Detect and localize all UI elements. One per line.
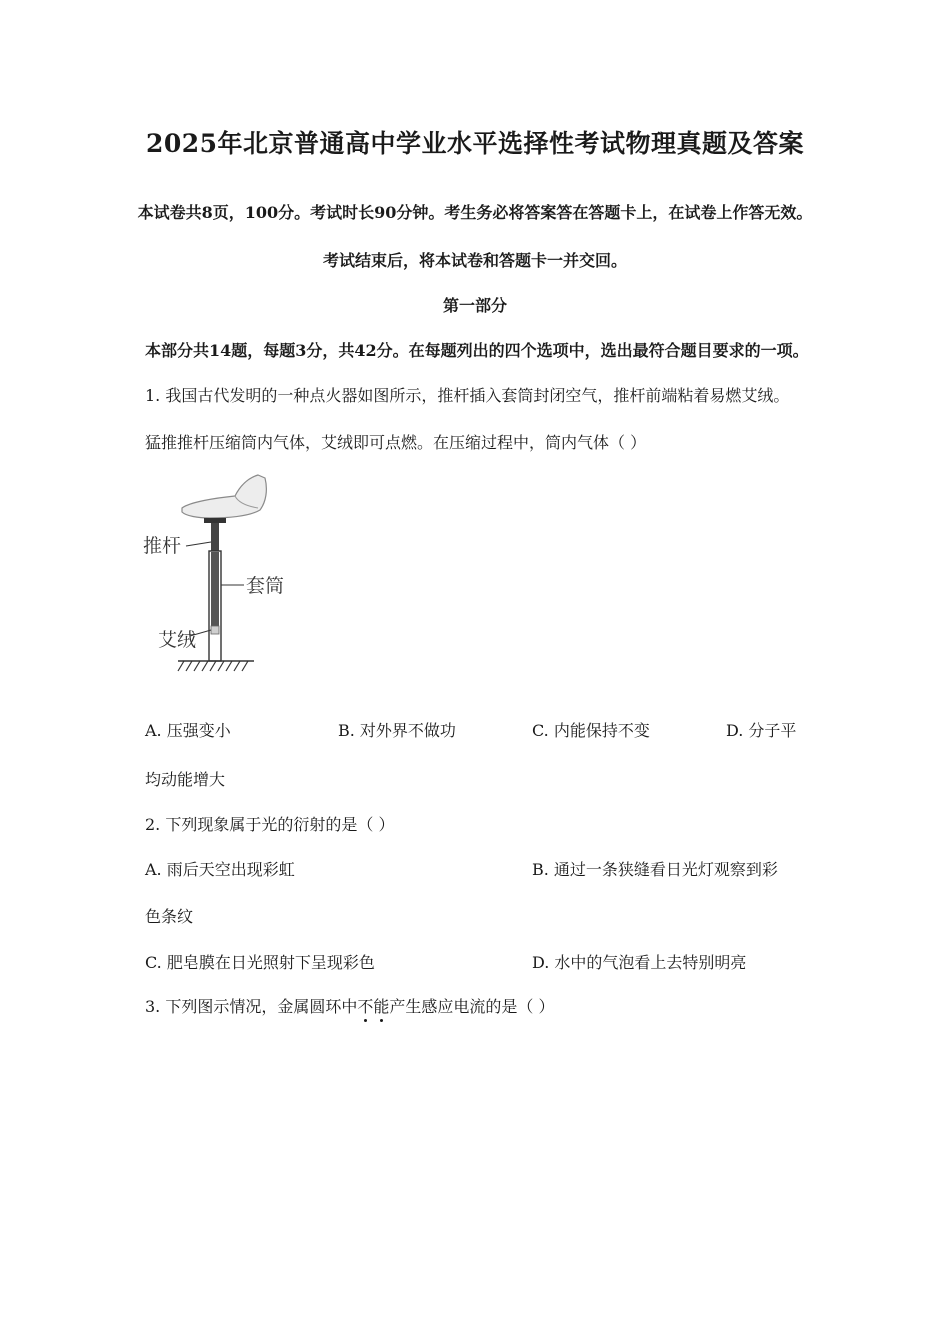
question-1-option-a: A. 压强变小 <box>145 721 231 740</box>
question-2-option-d: D. 水中的气泡看上去特别明亮 <box>532 953 747 972</box>
question-1-option-d: D. 分子平 <box>726 721 797 740</box>
question-1-stem-line-1: 1. 我国古代发明的一种点火器如图所示，推杆插入套筒封闭空气，推杆前端粘着易燃艾绒。 <box>145 386 790 405</box>
question-2-stem: 2. 下列现象属于光的衍射的是（ ） <box>145 815 395 834</box>
hand-illustration <box>182 475 266 518</box>
question-1-option-b: B. 对外界不做功 <box>338 721 456 740</box>
label-sleeve: 套筒 <box>246 575 285 597</box>
label-rod: 推杆 <box>143 535 182 557</box>
question-2-option-c: C. 肥皂膜在日光照射下呈现彩色 <box>145 953 375 972</box>
question-1-stem-line-2: 猛推推杆压缩筒内气体，艾绒即可点燃。在压缩过程中，筒内气体（ ） <box>145 433 647 452</box>
question-3-stem <box>145 994 554 1017</box>
label-tinder: 艾绒 <box>158 629 197 651</box>
part-description: 本部分共14题，每题3分，共42分。在每题列出的四个选项中，选出最符合题目要求的一项。 <box>145 341 809 360</box>
question-2-option-b-continued: 色条纹 <box>145 907 194 926</box>
rod-leader-line <box>186 542 211 546</box>
tinder-piece <box>211 626 219 634</box>
part-title: 第一部分 <box>442 296 507 315</box>
piston-cap <box>204 518 226 523</box>
question-3-emphasis-2: 能 <box>373 994 389 1017</box>
piston-rod-inner <box>211 552 219 630</box>
question-3-emphasis-1: 不 <box>357 994 373 1017</box>
question-1-option-d-continued: 均动能增大 <box>145 770 226 789</box>
instructions-line-2: 考试结束后，将本试卷和答题卡一并交回。 <box>322 251 627 270</box>
fire-piston-figure <box>140 468 285 680</box>
instructions-line-1: 本试卷共8页，100分。考试时长90分钟。考生务必将答案答在答题卡上，在试卷上作答无效。 <box>137 203 813 222</box>
question-2-option-a: A. 雨后天空出现彩虹 <box>145 860 295 879</box>
ground-hatching <box>178 661 248 671</box>
document-title: 2025年北京普通高中学业水平选择性考试物理真题及答案 <box>145 129 805 158</box>
piston-rod <box>211 523 219 551</box>
question-3-stem-suffix: 产生感应电流的是（ ） <box>389 997 555 1016</box>
question-1-option-c: C. 内能保持不变 <box>532 721 650 740</box>
question-2-option-b: B. 通过一条狭缝看日光灯观察到彩 <box>532 860 778 879</box>
question-3-stem-prefix: 3. 下列图示情况，金属圆环中 <box>145 997 358 1016</box>
